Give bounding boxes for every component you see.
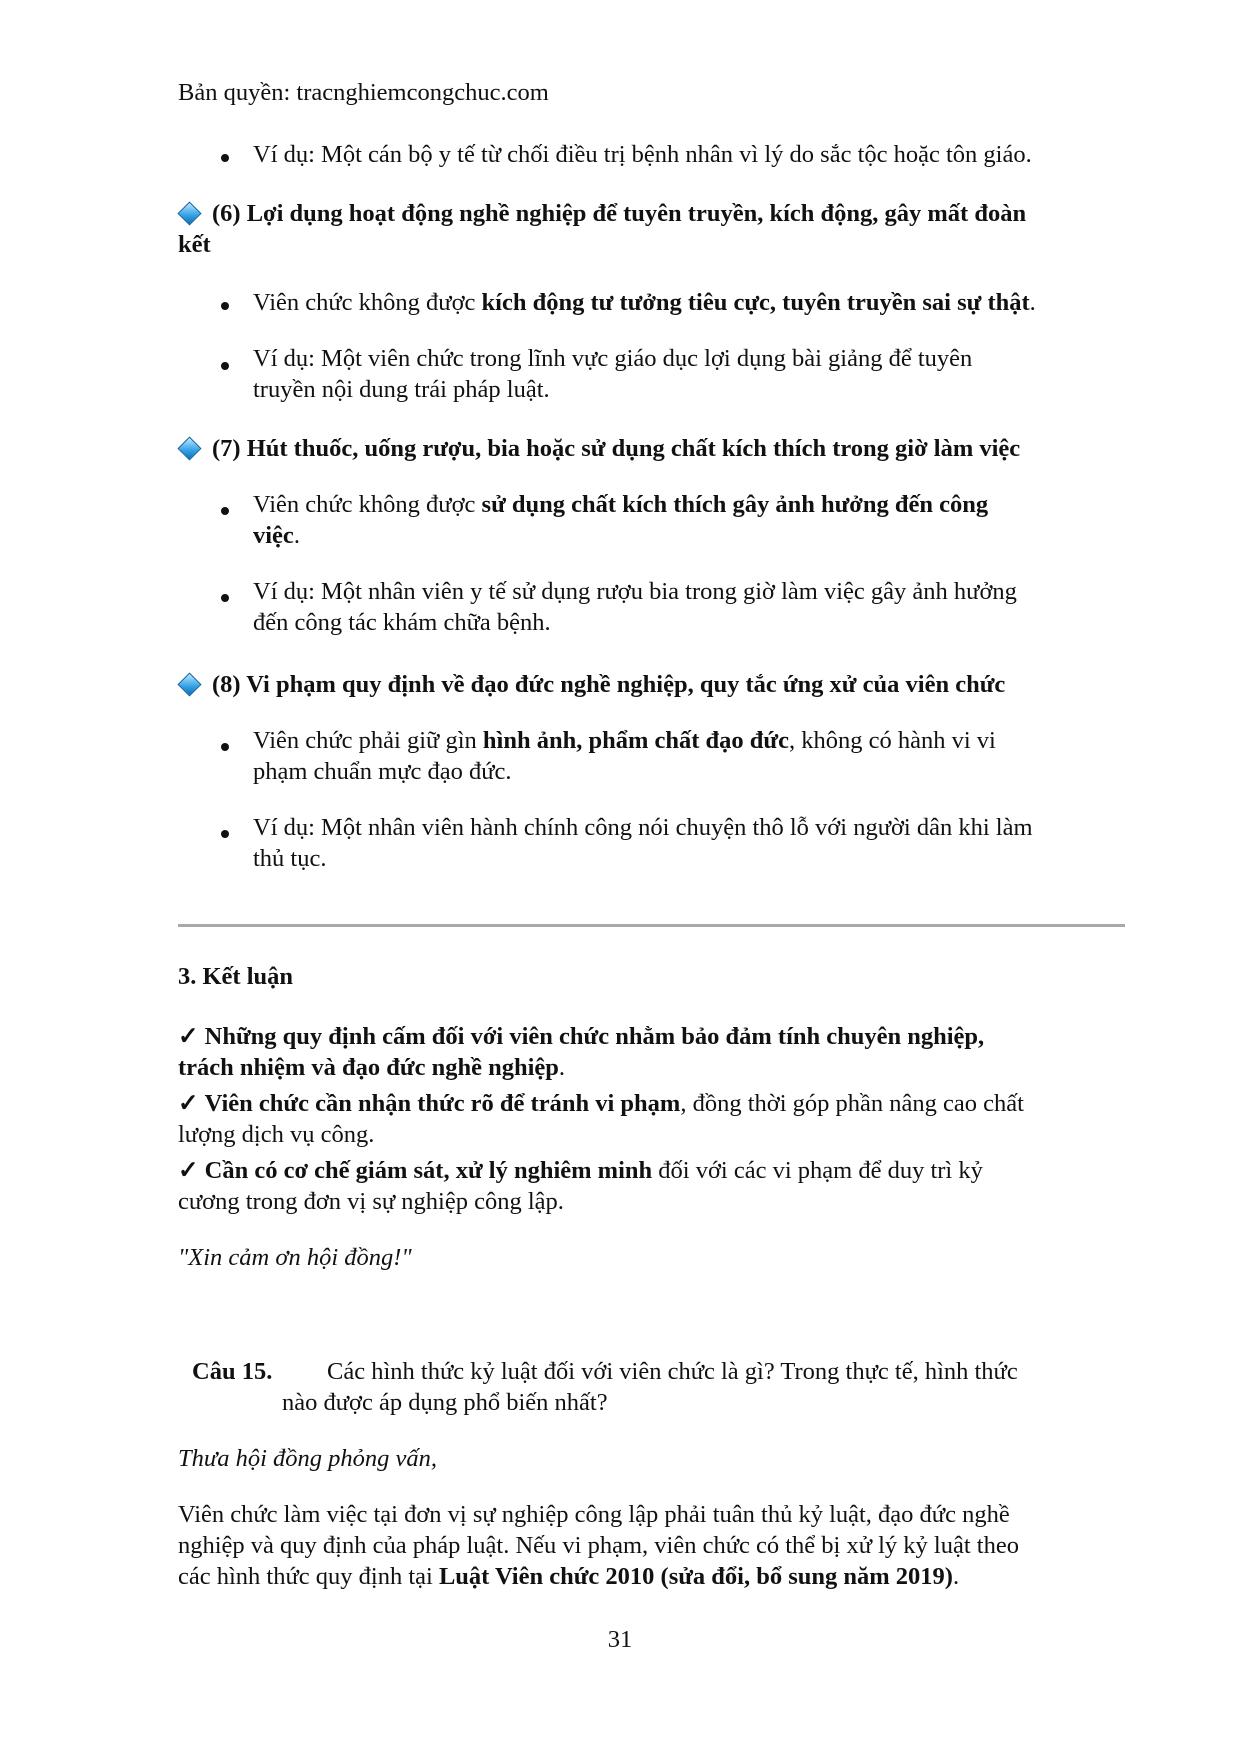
conclusion-point3: ✓ Cần có cơ chế giám sát, xử lý nghiêm minh đối với các vi phạm để duy trì kỷ bbox=[178, 1157, 983, 1184]
diamond-bullet-icon bbox=[177, 436, 201, 460]
bullet bbox=[221, 594, 229, 602]
item6-bullet2: Ví dụ: Một viên chức trong lĩnh vực giáo dục lợi dụng bài giảng để tuyên bbox=[253, 345, 973, 372]
page-number: 31 bbox=[607, 1626, 633, 1653]
answer-paragraph-line1: Viên chức làm việc tại đơn vị sự nghiệp công lập phải tuân thủ kỷ luật, đạo đức nghề bbox=[178, 1501, 1010, 1528]
item7-bullet1-cont: việc. bbox=[253, 522, 300, 549]
bullet bbox=[221, 154, 229, 162]
check-icon: ✓ bbox=[178, 1157, 199, 1184]
item6-heading: (6) Lợi dụng hoạt động nghề nghiệp để tuyên truyền, kích động, gây mất đoàn bbox=[212, 200, 1027, 227]
question-text-cont: nào được áp dụng phổ biến nhất? bbox=[282, 1389, 608, 1416]
conclusion-point1: ✓ Những quy định cấm đối với viên chức nhằm bảo đảm tính chuyên nghiệp, bbox=[178, 1023, 985, 1050]
thanks-quote: "Xin cảm ơn hội đồng!" bbox=[178, 1244, 412, 1271]
item8-bullet1: Viên chức phải giữ gìn hình ảnh, phẩm chất đạo đức, không có hành vi vi bbox=[253, 727, 996, 754]
answer-paragraph-line2: nghiệp và quy định của pháp luật. Nếu vi phạm, viên chức có thể bị xử lý kỷ luật theo bbox=[178, 1532, 1019, 1559]
bullet bbox=[221, 743, 229, 751]
question-label: Câu 15. bbox=[192, 1358, 273, 1385]
item8-bullet2-cont: thủ tục. bbox=[253, 845, 327, 872]
bullet bbox=[221, 362, 229, 370]
item6-bullet1: Viên chức không được kích động tư tưởng tiêu cực, tuyên truyền sai sự thật. bbox=[253, 289, 1036, 316]
greeting: Thưa hội đồng phỏng vấn, bbox=[178, 1445, 438, 1472]
question-text: Các hình thức kỷ luật đối với viên chức là gì? Trong thực tế, hình thức bbox=[327, 1358, 1018, 1385]
check-icon: ✓ bbox=[178, 1023, 199, 1050]
copyright-header: Bản quyền: tracnghiemcongchuc.com bbox=[178, 79, 549, 106]
item5-example: Ví dụ: Một cán bộ y tế từ chối điều trị bệnh nhân vì lý do sắc tộc hoặc tôn giáo. bbox=[253, 141, 1032, 168]
bullet bbox=[221, 507, 229, 515]
conclusion-point3-cont: cương trong đơn vị sự nghiệp công lập. bbox=[178, 1188, 564, 1215]
item7-bullet1: Viên chức không được sử dụng chất kích thích gây ảnh hưởng đến công bbox=[253, 491, 989, 518]
conclusion-point2: ✓ Viên chức cần nhận thức rõ để tránh vi phạm, đồng thời góp phần nâng cao chất bbox=[178, 1090, 1024, 1117]
item7-heading: (7) Hút thuốc, uống rượu, bia hoặc sử dụng chất kích thích trong giờ làm việc bbox=[212, 435, 1021, 462]
item6-heading-cont: kết bbox=[178, 231, 211, 258]
item6-bullet2-cont: truyền nội dung trái pháp luật. bbox=[253, 376, 550, 403]
item7-bullet2: Ví dụ: Một nhân viên y tế sử dụng rượu bia trong giờ làm việc gây ảnh hưởng bbox=[253, 578, 1017, 605]
conclusion-point2-cont: lượng dịch vụ công. bbox=[178, 1121, 375, 1148]
answer-paragraph-line3: các hình thức quy định tại Luật Viên chức 2010 (sửa đổi, bổ sung năm 2019). bbox=[178, 1563, 960, 1590]
conclusion-heading: 3. Kết luận bbox=[178, 963, 294, 990]
check-icon: ✓ bbox=[178, 1090, 199, 1117]
conclusion-point1-cont: trách nhiệm và đạo đức nghề nghiệp. bbox=[178, 1054, 566, 1081]
horizontal-divider bbox=[178, 924, 1125, 927]
item7-bullet2-cont: đến công tác khám chữa bệnh. bbox=[253, 609, 551, 636]
item8-bullet2: Ví dụ: Một nhân viên hành chính công nói chuyện thô lỗ với người dân khi làm bbox=[253, 814, 1033, 841]
diamond-bullet-icon bbox=[177, 201, 201, 225]
item8-heading: (8) Vi phạm quy định về đạo đức nghề nghiệp, quy tắc ứng xử của viên chức bbox=[212, 671, 1006, 698]
bullet bbox=[221, 302, 229, 310]
item8-bullet1-cont: phạm chuẩn mực đạo đức. bbox=[253, 758, 512, 785]
bullet bbox=[221, 830, 229, 838]
diamond-bullet-icon bbox=[177, 672, 201, 696]
